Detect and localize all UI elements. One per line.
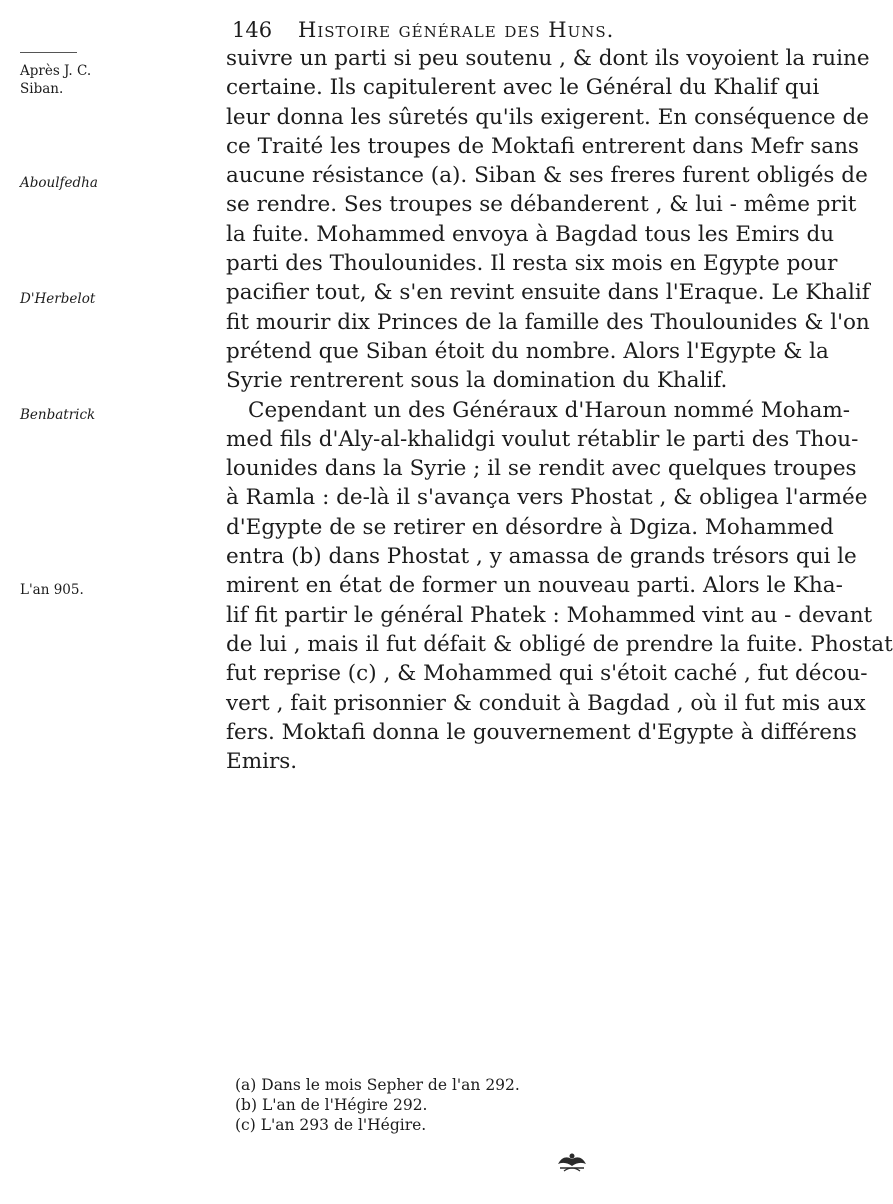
text-line: de lui , mais il fut défait & obligé de prendre la fuite. Phostat — [226, 631, 893, 657]
text-line: Emirs. — [226, 749, 298, 775]
text-line: aucune résistance (a). Siban & ses freres furent obligés de — [226, 163, 868, 189]
text-line: mirent en état de former un nouveau parti. Alors le Kha- — [226, 573, 843, 599]
text-line: Syrie rentrerent sous la domination du Khalif. — [226, 368, 728, 394]
page-header — [0, 8, 800, 48]
text-line: lif fit partir le général Phatek : Mohammed vint au - devant — [226, 602, 873, 628]
text-line: entra (b) dans Phostat , y amassa de grands trésors qui le — [226, 544, 857, 570]
margin-note-herbelot: D'Herbelot — [20, 291, 96, 307]
text-line: fers. Moktafi donna le gouvernement d'Egypte à différens — [226, 719, 857, 745]
page-number: 146 — [232, 18, 273, 42]
text-line: leur donna les sûretés qu'ils exigerent. En conséquence de — [226, 104, 869, 130]
printer-ornament-icon — [555, 1150, 589, 1172]
margin-note-aboulfedha: Aboulfedha — [20, 175, 98, 191]
text-line: à Ramla : de-là il s'avança vers Phostat , & obligea l'armée — [226, 485, 868, 511]
margin-note-siban: Siban. — [20, 81, 64, 97]
footnotes — [235, 1075, 775, 1135]
text-line: med fils d'Aly-al-khalidgi voulut rétablir le parti des Thou- — [226, 426, 859, 452]
text-line: d'Egypte de se retirer en désordre à Dgiza. Mohammed — [226, 514, 834, 540]
footnote-a: (a) Dans le mois Sepher de l'an 292. — [235, 1076, 520, 1094]
footnote-c: (c) L'an 293 de l'Hégire. — [235, 1116, 427, 1134]
text-line: Cependant un des Généraux d'Haroun nommé Moham- — [248, 397, 851, 423]
margin-note-benbatrick: Benbatrick — [20, 407, 96, 423]
margin-note-year-905: L'an 905. — [20, 582, 84, 598]
margin-note-year: Après J. C. — [20, 63, 92, 79]
text-line: ce Traité les troupes de Moktafi entrerent dans Mefr sans — [226, 133, 859, 159]
text-line: certaine. Ils capitulerent avec le Général du Khalif qui — [226, 75, 820, 101]
margin-rule — [20, 52, 77, 53]
running-title: Histoire générale des Huns. — [298, 18, 615, 42]
footnote-b: (b) L'an de l'Hégire 292. — [235, 1096, 428, 1114]
text-line: fit mourir dix Princes de la famille des Thoulounides & l'on — [226, 309, 870, 335]
text-line: vert , fait prisonnier & conduit à Bagdad , où il fut mis aux — [226, 690, 866, 716]
text-line: pacifier tout, & s'en revint ensuite dans l'Eraque. Le Khalif — [226, 280, 870, 306]
text-line: suivre un parti si peu soutenu , & dont ils voyoient la ruine — [226, 46, 870, 71]
text-line: se rendre. Ses troupes se débanderent , & lui - même prit — [226, 192, 857, 218]
text-line: parti des Thoulounides. Il resta six mois en Egypte pour — [226, 251, 838, 277]
text-line: fut reprise (c) , & Mohammed qui s'étoit caché , fut décou- — [226, 661, 868, 687]
main-text — [226, 44, 893, 776]
text-line: la fuite. Mohammed envoya à Bagdad tous les Emirs du — [226, 221, 835, 247]
text-line: lounides dans la Syrie ; il se rendit avec quelques troupes — [226, 456, 857, 482]
text-line: prétend que Siban étoit du nombre. Alors l'Egypte & la — [226, 338, 829, 364]
